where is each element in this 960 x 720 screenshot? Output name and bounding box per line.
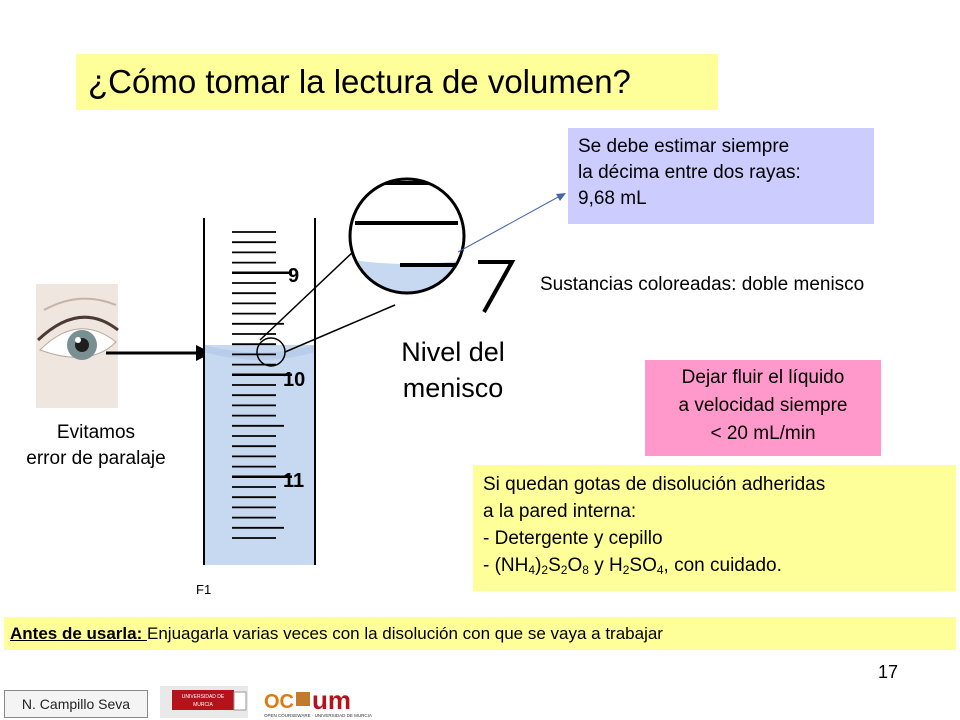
line-of-sight-arrow <box>106 345 212 361</box>
ocw-logo <box>264 685 372 718</box>
estimate-note <box>568 128 874 224</box>
meniscus-label-line: Nivel del <box>401 337 505 367</box>
author-badge: N. Campillo Seva <box>4 690 148 718</box>
usage-note-lead: Antes de usarla: <box>10 624 147 643</box>
flow-line: Dejar fluir el líquido <box>681 367 845 388</box>
cleaning-line: Si quedan gotas de disolución adheridas <box>483 474 826 495</box>
svg-text:um: um <box>312 685 351 715</box>
meniscus-label <box>378 334 528 406</box>
tick-label-9: 9 <box>288 265 300 287</box>
meniscus-label-line: menisco <box>402 373 504 403</box>
estimate-line: Se debe estimar siempre <box>578 136 790 157</box>
tick-label-10: 10 <box>283 369 306 391</box>
slide-title: ¿Cómo tomar la lectura de volumen? <box>76 54 718 110</box>
parallax-label <box>0 420 192 472</box>
flow-rate-note <box>645 360 881 456</box>
colored-substances-note: Sustancias coloreadas: doble menisco <box>540 274 865 295</box>
pointer-arrow <box>458 193 566 252</box>
usage-note-text: Enjuagarla varias veces con la disolución con que se vaya a trabajar <box>147 624 663 643</box>
page-number: 17 <box>878 662 899 682</box>
footer-logos <box>160 684 480 720</box>
cleaning-line: - Detergente y cepillo <box>483 528 663 549</box>
estimate-line: la décima entre dos rayas: <box>578 162 801 183</box>
cleaning-formula-line: - $(NH_4)_2S_2O_8$ y $H_2SO_4$, con cuidado. <box>483 555 782 577</box>
svg-text:MURCIA: MURCIA <box>193 702 213 708</box>
parallax-label-line: Evitamos <box>56 422 136 443</box>
svg-text:OC: OC <box>264 691 294 713</box>
parallax-label-line: error de paralaje <box>26 448 166 469</box>
burette <box>204 218 315 565</box>
crest-icon <box>234 692 246 710</box>
magnifier <box>340 170 480 310</box>
cleaning-note <box>473 465 956 591</box>
svg-text:UNIVERSIDAD DE: UNIVERSIDAD DE <box>181 694 225 700</box>
tick-label-11: 11 <box>283 470 305 492</box>
cleaning-line: a la pared interna: <box>483 501 637 522</box>
flow-line: a velocidad siempre <box>678 395 848 416</box>
svg-text:OPEN COURSEWARE · UNIVERSIDAD: OPEN COURSEWARE · UNIVERSIDAD DE MURCIA <box>264 713 372 718</box>
figure-label: F1 <box>196 582 212 597</box>
flow-line: < 20 mL/min <box>710 423 816 444</box>
estimate-value: 9,68 mL <box>578 188 647 209</box>
usage-note-bar <box>4 617 956 650</box>
eye-icon <box>36 284 118 408</box>
